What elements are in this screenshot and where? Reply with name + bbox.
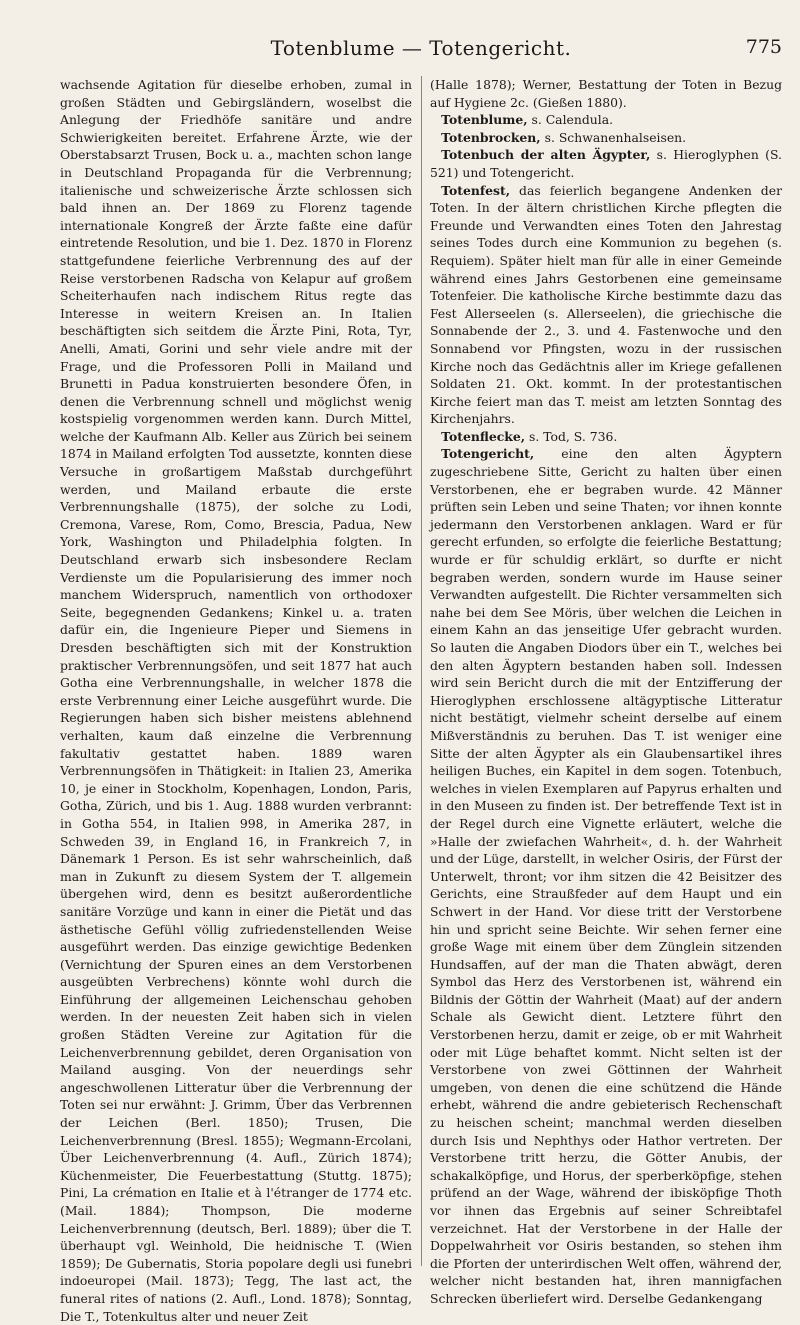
entry-text: das feierlich begangene Andenken der Toten. In der ältern christlichen Kirche pflegten die Freunde und Verwandten eines Toten den Jahrestag seines Todes durch eine Kommunion zu begehen (s. Requiem). Später hielt man für alle in einer Gemeinde während eines Jahrs Gestorbenen eine gemeinsame Totenfeier. Die katholische Kirche bestimmte dazu das Fest Allerseelen (s. Allerseelen), die griechische die Sonnabende der 2., 3. und 4. Fastenwoche und den Sonnabend vor Pfingsten, wozu in der russischen Kirche noch das Gedächtnis aller im Kriege gefallenen Soldaten 21. Okt. kommt. In der protestantischen Kirche feiert man das T. meist am letzten Sonntag des Kirchenjahrs.	[430, 182, 782, 427]
entry-text: s. Tod, S. 736.	[525, 428, 618, 444]
page-number: 775	[745, 36, 782, 58]
entry-totenbrocken	[430, 129, 782, 147]
column-divider	[421, 76, 422, 1266]
entry-totenbuch	[430, 146, 782, 181]
right-column	[430, 76, 782, 1306]
entry-totenfest	[430, 182, 782, 428]
entry-text: eine den alten Ägyptern zugeschriebene Sitte, Gericht zu halten über einen Verstorbenen, ehe er begraben wurde. 42 Männer prüften sein Leben und seine Thaten; vor ihnen konnte jedermann den Verstorbenen anklagen. Ward er für gerecht erfunden, so erfolgte die feierliche Bestattung; wurde er für schuldig erklärt, so durfte er nicht begraben werden, sondern wurde im Hause seiner Verwandten aufgestellt. Die Richter versammelten sich nahe bei dem See Möris, über welchen die Leichen in einem Kahn an das jenseitige Ufer gebracht wurden. So lauten die Angaben Diodors über ein T., welches bei den alten Ägyptern bestanden haben soll. Indessen wird sein Bericht durch die mit der Entzifferung der Hieroglyphen erschlossene altägyptische Litteratur nicht bestätigt, vielmehr scheint derselbe auf einem Mißverständnis zu beruhen. Das T. ist weniger eine Sitte der alten Ägypter als ein Glaubensartikel ihres heiligen Buches, ein Kapitel in dem sogen. Totenbuch, welches in vielen Exemplaren auf Papyrus erhalten und in den Museen zu finden ist. Der betreffende Text ist in der Regel durch eine Vignette erläutert, welche die »Halle der zwiefachen Wahrheit«, d. h. der Wahrheit und der Lüge, darstellt, in welcher Osiris, der Fürst der Unterwelt, thront; vor ihm sitzen die 42 Beisitzer des Gerichts, eine Straußfeder auf dem Haupt und ein Schwert in der Hand. Vor diese tritt der Verstorbene hin und spricht seine Beichte. Wir sehen ferner eine große Wage mit einem über dem Zünglein sitzenden Hundsaffen, auf der man die Thaten abwägt, deren Symbol das Herz des Verstorbenen ist, während ein Bildnis der Göttin der Wahrheit (Maat) auf der andern Schale als Gewicht dient. Letztere führt den Verstorbenen herzu, damit er zeige, ob er mit Wahrheit oder mit Lüge behaftet kommt. Nicht selten ist der Verstorbene von zwei Göttinnen der Wahrheit umgeben, von denen die eine schützend die Hände erhebt, während die andre gebieterisch Rechenschaft zu heischen scheint; manchmal werden dieselben durch Isis und Nephthys oder Hathor vertreten. Der Verstorbene tritt herzu, die Götter Anubis, der schakalköpfige, und Horus, der sperberköpfige, stehen prüfend an der Wage, während der ibisköpfige Thoth vor ihnen das Ergebnis auf seiner Schreibtafel verzeichnet. Hat der Verstorbene in der Halle der Doppelwahrheit vor Osiris bestanden, so stehen ihm die Pforten der unterirdischen Welt offen, während der, welcher nicht bestanden hat, ihren mannigfachen Schrecken überliefert wird. Derselbe Gedankengang	[430, 446, 782, 1306]
entry-text: s. Calendula.	[527, 112, 614, 128]
running-header	[60, 36, 782, 66]
entry-totenflecke	[430, 428, 782, 446]
running-title: Totenblume — Totengericht.	[270, 36, 572, 60]
entry-totenblume	[430, 111, 782, 129]
entry-totengericht	[430, 445, 782, 1307]
entry-text: s. Schwanenhalseisen.	[540, 129, 687, 145]
entry-term: Totenflecke,	[441, 428, 526, 444]
entry-continuation	[430, 76, 782, 111]
entry-text: (Halle 1878); Werner, Bestattung der Toten in Bezug auf Hygiene 2c. (Gießen 1880).	[430, 77, 782, 110]
entry-term: Totenblume,	[441, 112, 528, 128]
entry-text: s. Hieroglyphen (S. 521) und Totengericht.	[430, 147, 782, 180]
entry-term: Totenfest,	[441, 182, 511, 198]
left-paragraph: wachsende Agitation für dieselbe erhoben, zumal in großen Städten und Gebirgsländern, woselbst die Anlegung der Friedhöfe sanitäre und andre Schwierigkeiten bereitet. Erfahrene Ärzte, wie der Oberstabsarzt Trusen, Bock u. a., machten schon lange in Deutschland Propaganda für die Verbrennung; italienische und schweizerische Ärzte schlossen sich bald ihnen an. Der 1869 zu Florenz tagende internationale Kongreß der Ärzte faßte eine dafür eintretende Resolution, und bie 1. Dez. 1870 in Florenz stattgefundene feierliche Verbrennung des auf der Reise verstorbenen Radscha von Kelapur auf großem Scheiterhaufen nach indischem Ritus regte das Interesse in weitern Kreisen an. In Italien beschäftigten sich seitdem die Ärzte Pini, Rota, Tyr, Anelli, Amati, Gorini und sehr viele andre mit der Frage, und die Professoren Polli in Mailand und Brunetti in Padua konstruierten besondere Öfen, in denen die Verbrennung schnell und möglichst wenig kostspielig vorgenommen werden kann. Durch Mittel, welche der Kaufmann Alb. Keller aus Zürich bei seinem 1874 in Mailand erfolgten Tod aussetzte, konnten diese Versuche in großartigem Maßstab durchgeführt werden, und Mailand erbaute die erste Verbrennungshalle (1875), der solche zu Lodi, Cremona, Varese, Rom, Como, Brescia, Padua, New York, Washington und Philadelphia folgten. In Deutschland erwarb sich insbesondere Reclam Verdienste um die Popularisierung des immer noch manchem Widerspruch, namentlich von orthodoxer Seite, begegnenden Gedankens; Kinkel u. a. traten dafür ein, die Ingenieure Pieper und Siemens in Dresden beschäftigten sich mit der Konstruktion praktischer Verbrennungsöfen, und seit 1877 hat auch Gotha eine Verbrennungshalle, in welcher 1878 die erste Verbrennung einer Leiche ausgeführt wurde. Die Regierungen haben sich bisher meistens ablehnend verhalten, kaum daß einzelne die Verbrennung fakultativ gestattet haben. 1889 waren Verbrennungsöfen in Thätigkeit: in Italien 23, Amerika 10, je einer in Stockholm, Kopenhagen, London, Paris, Gotha, Zürich, und bis 1. Aug. 1888 wurden verbrannt: in Gotha 554, in Italien 998, in Amerika 287, in Schweden 39, in England 16, in Frankreich 7, in Dänemark 1 Person. Es ist sehr wahrscheinlich, daß man in Zukunft zu diesem System der T. allgemein übergehen wird, denn es besitzt außerordentliche sanitäre Vorzüge und kann in einer die Pietät und das ästhetische Gefühl völlig zufriedenstellenden Weise ausgeführt werden. Das einzige gewichtige Bedenken (Vernichtung der Spuren eines an dem Verstorbenen ausgeübten Verbrechens) könnte wohl durch die Einführung der allgemeinen Leichenschau gehoben werden. In der neuesten Zeit haben sich in vielen großen Städten Vereine zur Agitation für die Leichenverbrennung gebildet, deren Organisation von Mailand ausging. Von der neuerdings sehr angeschwollenen Litteratur über die Verbrennung der Toten sei nur erwähnt: J. Grimm, Über das Verbrennen der Leichen (Berl. 1850); Trusen, Die Leichenverbrennung (Bresl. 1855); Wegmann-Ercolani, Über Leichenverbrennung (4. Aufl., Zürich 1874); Küchenmeister, Die Feuerbestattung (Stuttg. 1875); Pini, La crémation en Italie et à l'étranger de 1774 etc. (Mail. 1884); Thompson, Die moderne Leichenverbrennung (deutsch, Berl. 1889); über die T. überhaupt vgl. Weinhold, Die heidnische T. (Wien 1859); De Gubernatis, Storia popolare degli usi funebri indoeuropei (Mail. 1873); Tegg, The last act, the funeral rites of nations (2. Aufl., Lond. 1878); Sonntag, Die T., Totenkultus alter und neuer Zeit	[60, 77, 412, 1324]
entry-term: Totenbrocken,	[441, 129, 541, 145]
text-columns	[60, 76, 782, 1324]
left-column	[60, 76, 412, 1324]
entry-term: Totenbuch der alten Ägypter,	[441, 147, 651, 163]
entry-term: Totengericht,	[441, 446, 535, 462]
